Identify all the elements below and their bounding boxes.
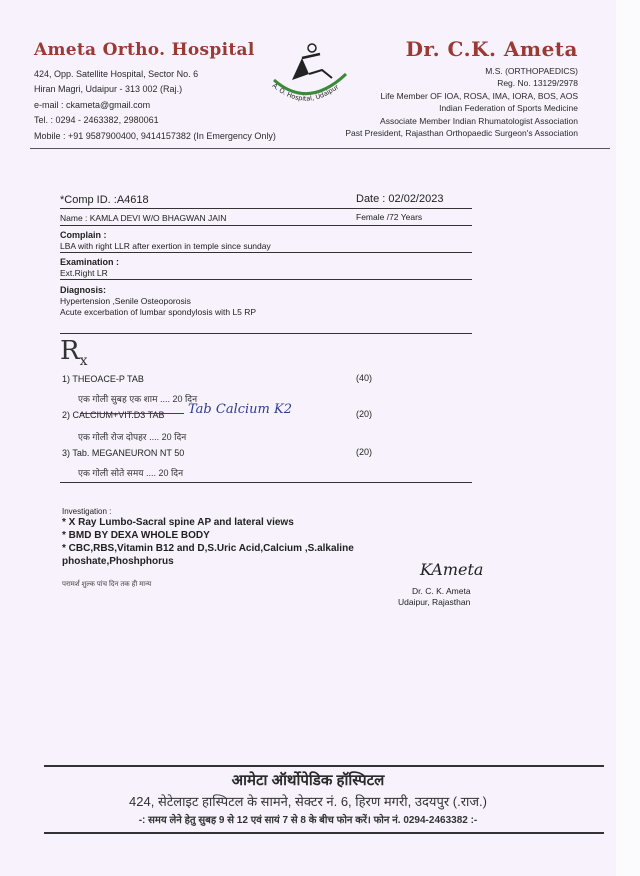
examination-label: Examination : xyxy=(60,257,120,267)
footer-hospital-name: आमेटा ऑर्थोपेडिक हॉस्पिटल xyxy=(231,772,385,789)
investigation-item: * BMD BY DEXA WHOLE BODY xyxy=(62,530,210,541)
complain-label: Complain : xyxy=(60,230,107,240)
credential-line: Life Member OF IOA, ROSA, IMA, IORA, BOS, AOS xyxy=(380,91,578,101)
divider xyxy=(60,225,472,226)
medicine-qty: (20) xyxy=(356,447,373,457)
divider xyxy=(60,279,472,280)
diagnosis-label: Diagnosis: xyxy=(60,285,107,295)
credential-line: Reg. No. 13129/2978 xyxy=(497,78,578,88)
divider xyxy=(60,482,472,483)
address-line: Hiran Magri, Udaipur - 313 002 (Raj.) xyxy=(34,84,183,94)
diagnosis-line: Hypertension ,Senile Osteoporosis xyxy=(60,296,191,306)
rx-symbol: $R_x$ xyxy=(60,336,88,370)
divider xyxy=(60,208,472,209)
signature-place: Udaipur, Rajasthan xyxy=(398,597,471,607)
medicine-qty: (20) xyxy=(356,409,373,419)
footer-divider-top xyxy=(44,765,604,767)
signature-name: Dr. C. K. Ameta xyxy=(412,586,471,596)
email-line: e-mail : ckameta@gmail.com xyxy=(34,100,151,110)
medicine-dose: एक गोली सुबह एक शाम .... 20 दिन xyxy=(78,394,198,404)
medicine-name: 2) CALCIUM+VIT.D3 TAB xyxy=(62,410,165,420)
hospital-logo xyxy=(262,40,354,110)
credential-line: M.S. (ORTHOPAEDICS) xyxy=(485,66,578,76)
credential-line: Associate Member Indian Rhumatologist Association xyxy=(380,116,578,126)
signature: KAmeta xyxy=(420,560,484,579)
hospital-name: Ameta Ortho. Hospital xyxy=(34,40,255,60)
examination-text: Ext.Right LR xyxy=(60,268,108,278)
header-divider xyxy=(30,148,610,149)
credential-line: Indian Federation of Sports Medicine xyxy=(439,103,578,113)
footer-timing: -: समय लेने हेतु सुबह 9 से 12 एवं सायं 7 से 8 के बीच फोन करें। फोन नं. 0294-2463382 :- xyxy=(138,815,478,826)
investigation-item: * X Ray Lumbo-Sacral spine AP and lateral views xyxy=(62,517,294,528)
comp-id: *Comp ID. :A4618 xyxy=(60,194,149,206)
visit-date: Date : 02/02/2023 xyxy=(356,193,444,205)
divider xyxy=(60,252,472,253)
divider xyxy=(60,333,472,334)
medicine-dose: एक गोली रोज दोपहर .... 20 दिन xyxy=(78,432,187,442)
fee-note: परामर्श शुल्क पांच दिन तक ही मान्य xyxy=(62,581,152,588)
patient-name: Name : KAMLA DEVI W/O BHAGWAN JAIN xyxy=(60,213,227,223)
diagnosis-line: Acute excerbation of lumbar spondylosis with L5 RP xyxy=(60,307,257,317)
medicine-qty: (40) xyxy=(356,373,373,383)
investigation-item: * CBC,RBS,Vitamin B12 and D,S.Uric Acid,Calcium ,S.alkaline xyxy=(62,543,354,554)
footer-divider-bottom xyxy=(44,832,604,834)
page-edge xyxy=(616,0,640,876)
handwritten-medicine: Tab Calcium K2 xyxy=(188,402,292,417)
telephone-line: Tel. : 0294 - 2463382, 2980061 xyxy=(34,115,159,125)
patient-gender-age: Female /72 Years xyxy=(356,212,423,222)
credential-line: Past President, Rajasthan Orthopaedic Surgeon's Association xyxy=(345,128,578,138)
investigation-item: phoshate,Phoshphorus xyxy=(62,556,174,567)
strikethrough xyxy=(80,413,184,414)
investigation-label: Investigation : xyxy=(62,507,112,516)
doctor-name: Dr. C.K. Ameta xyxy=(405,37,578,61)
footer-address: 424, सेटेलाइट हास्पिटल के सामने, सेक्टर नं. 6, हिरण मगरी, उदयपुर (.राज.) xyxy=(129,794,487,809)
logo-text: A. O. Hospital, Udaipur xyxy=(270,81,341,103)
medicine-dose: एक गोली सोते समय .... 20 दिन xyxy=(78,468,184,478)
complain-text: LBA with right LLR after exertion in temple since sunday xyxy=(60,241,271,251)
medicine-name: 3) Tab. MEGANEURON NT 50 xyxy=(62,448,185,458)
address-line: 424, Opp. Satellite Hospital, Sector No. 6 xyxy=(34,69,199,79)
mobile-line: Mobile : +91 9587900400, 9414157382 (In Emergency Only) xyxy=(34,131,276,141)
medicine-name: 1) THEOACE-P TAB xyxy=(62,374,144,384)
